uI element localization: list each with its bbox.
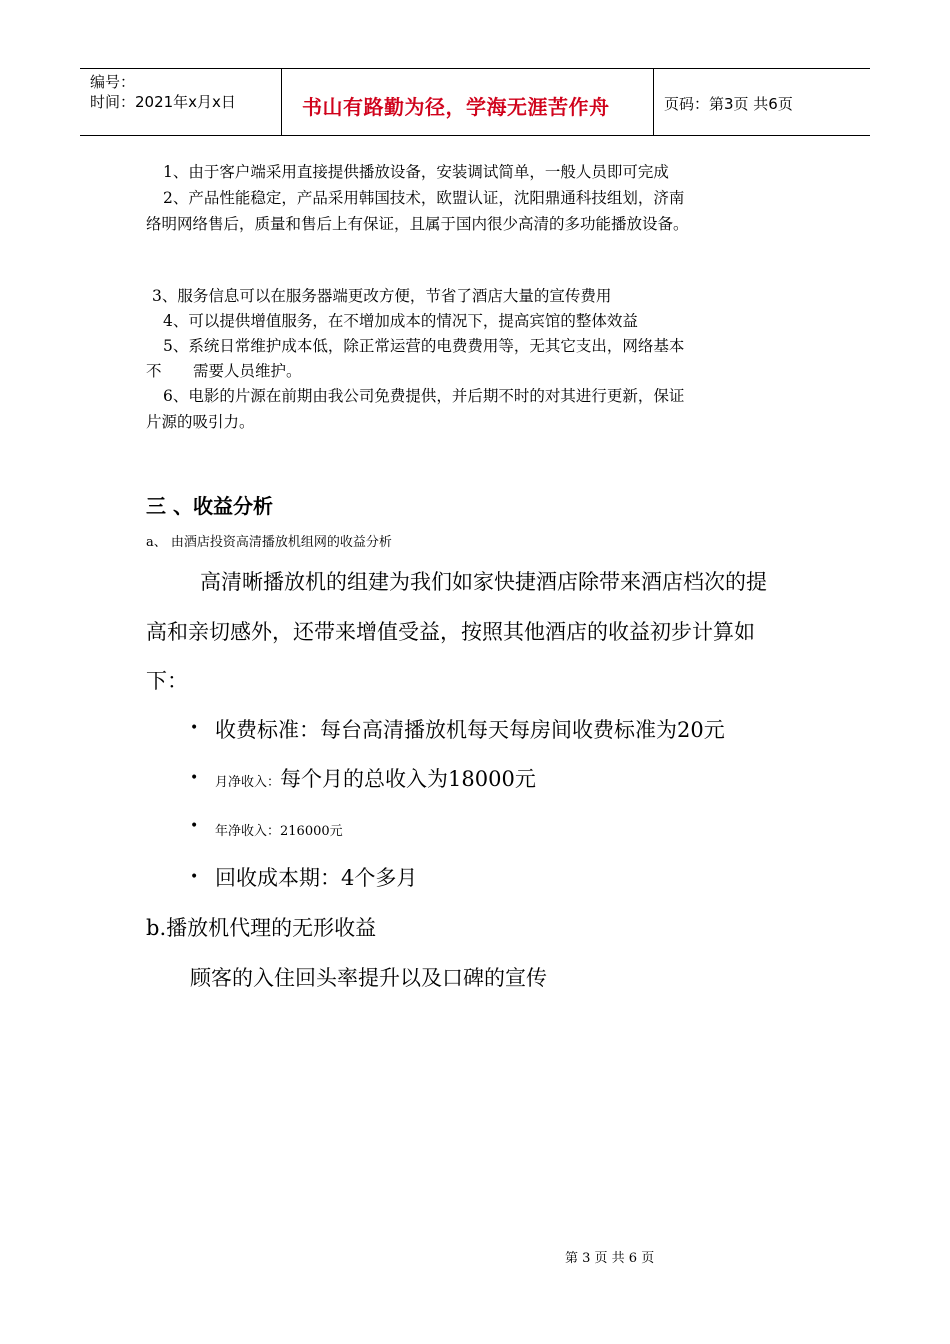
header-motto: 书山有路勤为径，学海无涯苦作舟 (302, 95, 610, 119)
advantage-line-2: 2、产品性能稳定，产品采用韩国技术，欧盟认证，沈阳鼎通科技组划，济南 (163, 189, 685, 207)
header-divider-left (281, 68, 282, 136)
bullet-monthly-income (215, 763, 536, 793)
paragraph-line-2: 高和亲切感外，还带来增值受益，按照其他酒店的收益初步计算如 (146, 620, 755, 644)
header-top-rule (80, 68, 870, 69)
paragraph-line-3: 下： (146, 669, 188, 693)
bullet-monthly-value: 每个月的总收入为18000元 (280, 767, 536, 791)
advantage-line-5-prefix: 不 (146, 362, 162, 380)
sub-b-text: 顾客的入住回头率提升以及口碑的宣传 (190, 966, 547, 990)
footer-page-number: 第 3 页 共 6 页 (565, 1251, 655, 1266)
advantage-line-3: 3、服务信息可以在服务器端更改方便，节省了酒店大量的宣传费用 (152, 287, 612, 305)
bullet-dot: • (190, 720, 199, 736)
advantage-line-4: 4、可以提供增值服务，在不增加成本的情况下，提高宾馆的整体效益 (163, 312, 638, 330)
bullet-dot: • (190, 770, 199, 786)
bullet-dot: • (190, 869, 199, 885)
section-title: 三 、收益分析 (146, 494, 273, 518)
bullet-fee-standard: 收费标准：每台高清播放机每天每房间收费标准为20元 (215, 718, 725, 742)
header-page-code: 页码：第3页 共6页 (664, 95, 793, 113)
advantage-line-2-cont: 络明网络售后，质量和售后上有保证，且属于国内很少高清的多功能播放设备。 (146, 215, 689, 233)
paragraph-line-1: 高清晰播放机的组建为我们如家快捷酒店除带来酒店档次的提 (200, 570, 767, 594)
advantage-line-5-cont: 需要人员维护。 (193, 362, 302, 380)
bullet-payback-period: 回收成本期：4个多月 (215, 866, 418, 890)
header-number-label: 编号： (90, 73, 136, 91)
bullet-monthly-label: 月净收入： (215, 775, 281, 790)
advantage-line-5: 5、系统日常维护成本低，除正常运营的电费费用等，无其它支出，网络基本 (163, 337, 685, 355)
header-bottom-rule (80, 135, 870, 136)
advantage-line-6-cont: 片源的吸引力。 (146, 413, 255, 431)
header-divider-right (653, 68, 654, 136)
bullet-dot: • (190, 818, 199, 834)
sub-heading-a: a、 由酒店投资高清播放机组网的收益分析 (146, 535, 392, 550)
bullet-annual-income: 年净收入：216000元 (215, 824, 343, 839)
header-time-label: 时间：2021年x月x日 (90, 93, 236, 111)
advantage-line-6: 6、电影的片源在前期由我公司免费提供，并后期不时的对其进行更新，保证 (163, 387, 685, 405)
advantage-line-1: 1、由于客户端采用直接提供播放设备，安装调试简单，一般人员即可完成 (163, 163, 669, 181)
sub-heading-b: b.播放机代理的无形收益 (146, 916, 377, 940)
